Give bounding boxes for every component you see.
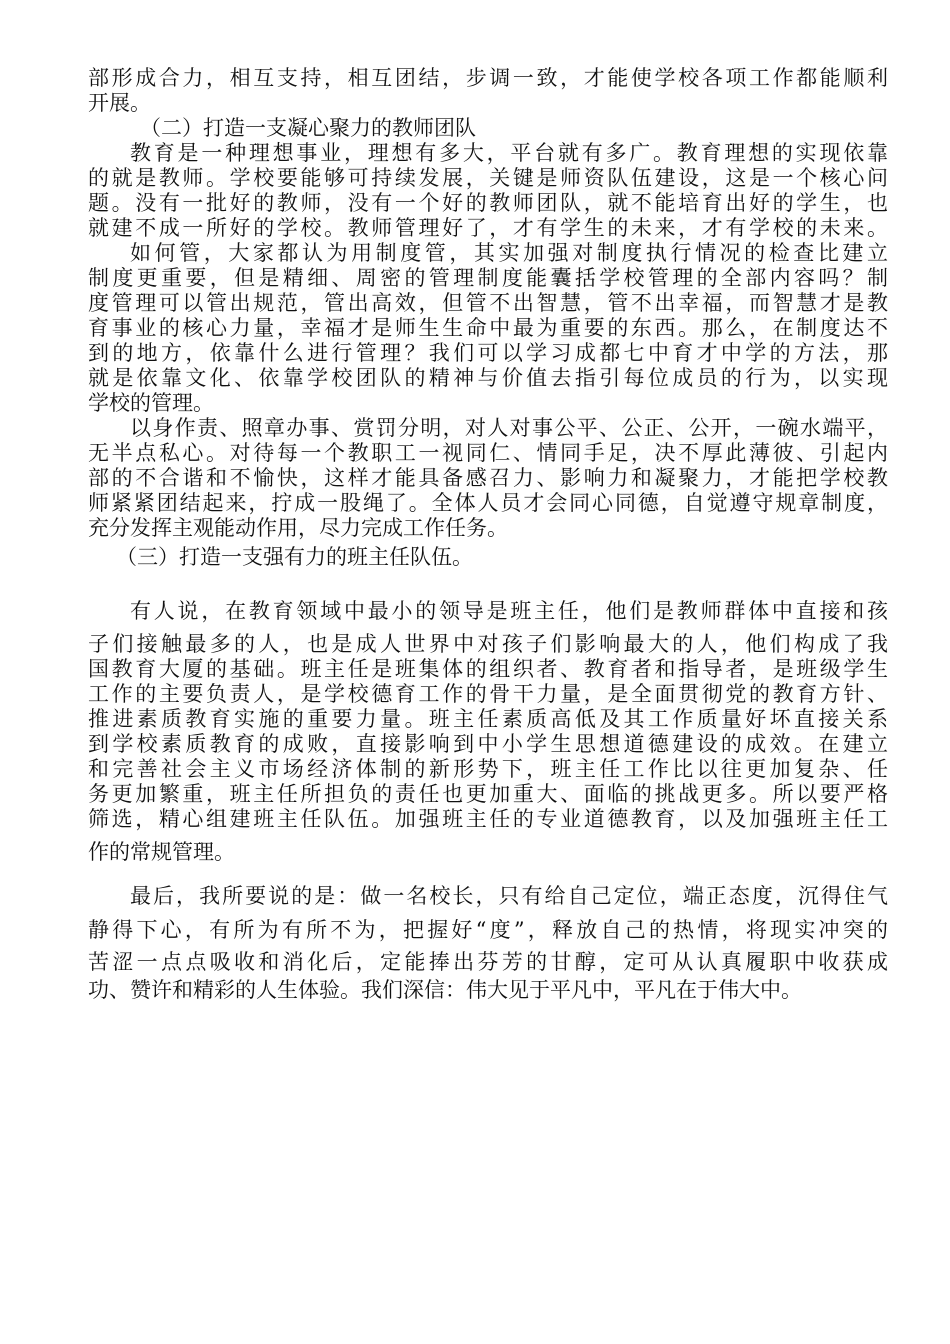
section-heading: （三）打造一支强有力的班主任队伍。 — [116, 545, 473, 569]
text-line: 育事业的核心力量，幸福才是师生生命中最为重要的东西。那么，在制度达不 — [88, 316, 888, 340]
text-line: 如何管，大家都认为用制度管，其实加强对制度执行情况的检查比建立 — [130, 241, 888, 265]
text-line: 的就是教师。学校要能够可持续发展，关键是师资队伍建设，这是一个核心问 — [88, 166, 888, 190]
paragraph-continuation — [88, 66, 888, 116]
text-line: 就是依靠文化、依靠学校团队的精神与价值去指引每位成员的行为，以实现 — [88, 366, 888, 390]
text-line: 苦涩一点点吸收和消化后，定能捧出芬芳的甘醇，定可从认真履职中收获成 — [88, 950, 888, 974]
paragraph — [88, 596, 888, 626]
text-line: 到的地方，依靠什么进行管理？我们可以学习成都七中育才中学的方法，那 — [88, 341, 888, 365]
text-line: 静得下心，有所为有所不为，把握好“度”，释放自己的热情，将现实冲突的 — [88, 918, 888, 942]
text-line: 教育是一种理想事业，理想有多大，平台就有多广。教育理想的实现依靠 — [130, 141, 888, 165]
text-line: 师紧紧团结起来，拧成一股绳了。全体人员才会同心同德，自觉遵守规章制度， — [88, 491, 888, 515]
text-line: 功、赞许和精彩的人生体验。我们深信：伟大见于平凡中，平凡在于伟大中。 — [88, 978, 802, 1002]
text-line: 有人说，在教育领域中最小的领导是班主任，他们是教师群体中直接和孩 — [130, 599, 888, 623]
text-line: 最后，我所要说的是：做一名校长，只有给自己定位，端正态度，沉得住气 — [130, 884, 888, 908]
text-line: 无半点私心。对待每一个教职工一视同仁、情同手足，决不厚此薄彼、引起内 — [88, 441, 888, 465]
text-line: 筛选，精心组建班主任队伍。加强班主任的专业道德教育，以及加强班主任工 — [88, 807, 888, 831]
text-line: 工作的主要负责人，是学校德育工作的骨干力量，是全面贯彻党的教育方针、 — [88, 682, 888, 706]
text-line: 部形成合力，相互支持，相互团结，步调一致，才能使学校各项工作都能顺利 — [88, 66, 888, 90]
paragraph-continuation — [88, 632, 888, 832]
text-line: 作的常规管理。 — [88, 840, 235, 864]
text-line: 推进素质教育实施的重要力量。班主任素质高低及其工作质量好坏直接关系 — [88, 707, 888, 731]
text-line: 国教育大厦的基础。班主任是班集体的组织者、教育者和指导者，是班级学生 — [88, 657, 888, 681]
section-heading: （二）打造一支凝心聚力的教师团队 — [140, 116, 476, 140]
document-page — [88, 66, 888, 1003]
text-line: 开展。 — [88, 91, 151, 115]
paragraph-continuation — [88, 840, 888, 865]
text-line: 题。没有一批好的教师，没有一个好的教师团队，就不能培育出好的学生，也 — [88, 191, 888, 215]
text-line: 学校的管理。 — [88, 391, 214, 415]
text-line: 以身作责、照章办事、赏罚分明，对人对事公平、公正、公开，一碗水端平， — [130, 416, 888, 440]
paragraph — [88, 241, 888, 416]
text-line: 就建不成一所好的学校。教师管理好了，才有学生的未来，才有学校的未来。 — [88, 216, 888, 240]
text-line: 部的不合谐和不愉快，这样才能具备感召力、影响力和凝聚力，才能把学校教 — [88, 466, 888, 490]
paragraph — [88, 879, 888, 1003]
text-line: 和完善社会主义市场经济体制的新形势下，班主任工作比以往更加复杂、任 — [88, 757, 888, 781]
text-line: 务更加繁重，班主任所担负的责任也更加重大、面临的挑战更多。所以要严格 — [88, 782, 888, 806]
paragraph — [88, 416, 888, 541]
text-line: 充分发挥主观能动作用，尽力完成工作任务。 — [88, 516, 508, 540]
text-line: 子们接触最多的人，也是成人世界中对孩子们影响最大的人，他们构成了我 — [88, 632, 888, 656]
paragraph — [88, 141, 888, 241]
text-line: 到学校素质教育的成败，直接影响到中小学生思想道德建设的成效。在建立 — [88, 732, 888, 756]
text-line: 制度更重要，但是精细、周密的管理制度能囊括学校管理的全部内容吗？制 — [88, 266, 888, 290]
text-line: 度管理可以管出规范，管出高效，但管不出智慧，管不出幸福，而智慧才是教 — [88, 291, 888, 315]
